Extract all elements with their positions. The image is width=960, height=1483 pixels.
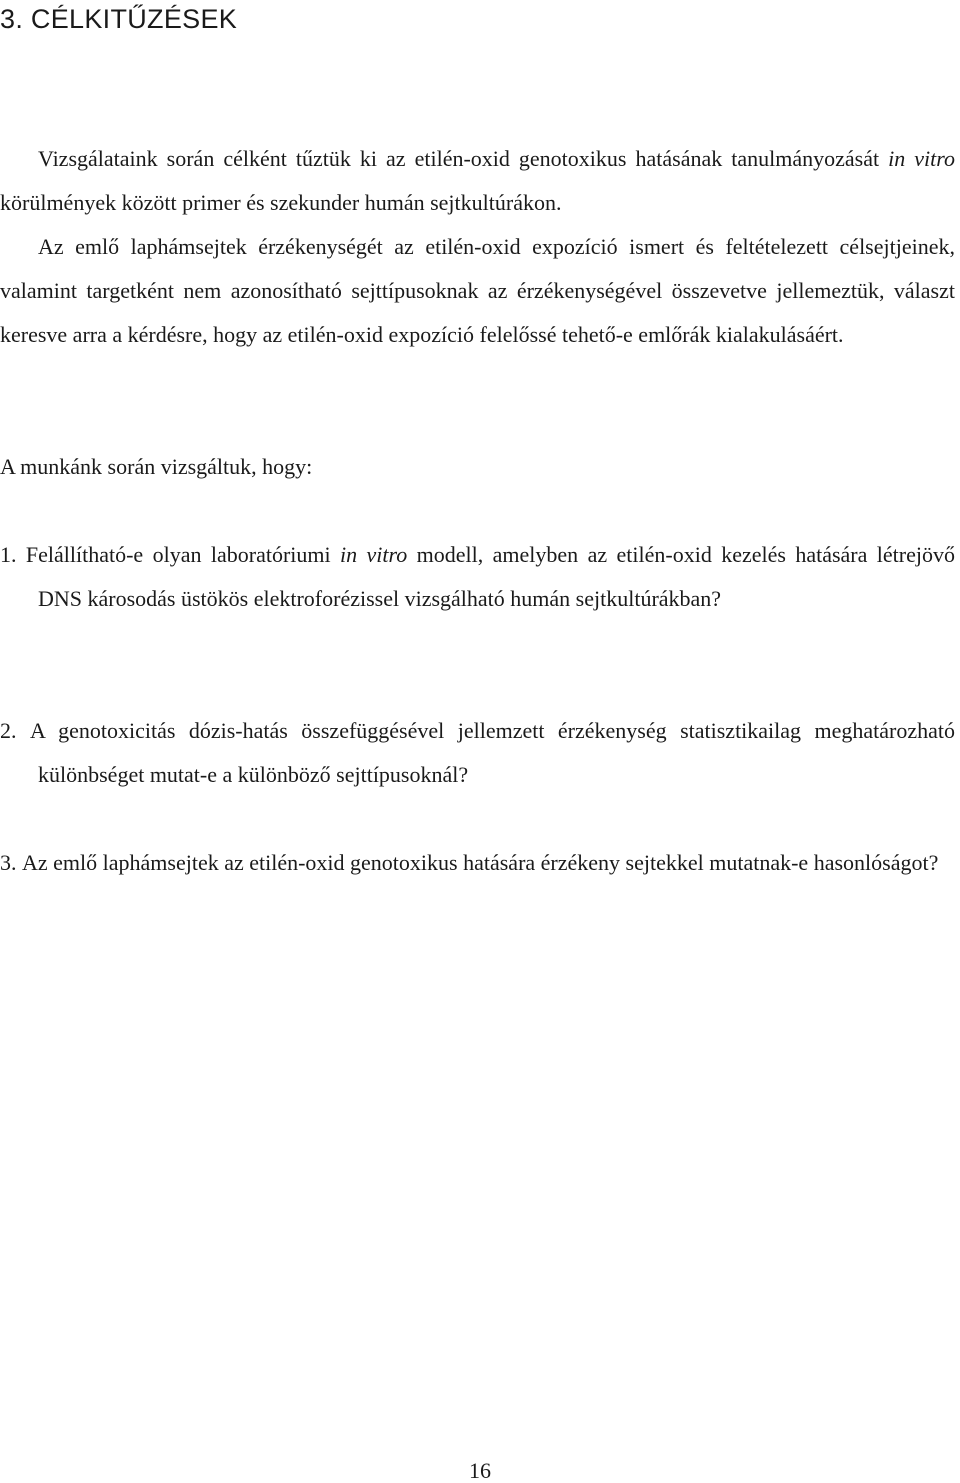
question-italic-term: in vitro [340,542,408,567]
question-item-2 [0,709,955,797]
intro-text-start: Vizsgálataink során célként tűztük ki az etilén-oxid genotoxikus hatásának tanulmányozását [38,146,889,171]
intro-paragraph [0,137,955,225]
aim-paragraph: Az emlő laphámsejtek érzékenységét az etilén-oxid expozíció ismert és feltételezett célsejtjeinek, valamint targetként nem azonosítható sejttípusoknak az érzékenységével összevetve jellemeztük, választ keresve arra a kérdésre, hogy az etilén-oxid expozíció felelőssé tehető-e emlőrák kialakulásáért. [0,234,955,347]
question-text-end: modell, amelyben az etilén-oxid kezelés hatására létrejövő DNS károsodás üstökös elektroforézissel vizsgálható humán sejtkultúrákban? [38,542,955,611]
question-text: A genotoxicitás dózis-hatás összefüggésével jellemzett érzékenység statisztikailag meghatározható különbséget mutat-e a különböző sejttípusoknál? [29,718,955,787]
question-number: 2. [0,718,17,743]
intro-text-end: körülmények között primer és szekunder humán sejtkultúrákon. [0,190,562,215]
questions-lead: A munkánk során vizsgáltuk, hogy: [0,454,313,479]
section-heading: 3. CÉLKITŰZÉSEK [0,4,238,34]
question-item-3 [0,841,955,885]
question-text: Az emlő laphámsejtek az etilén-oxid genotoxikus hatására érzékeny sejtekkel mutatnak-e hasonlóságot? [22,850,939,875]
question-number: 1. [0,542,17,567]
question-text-start: Felállítható-e olyan laboratóriumi [25,542,341,567]
question-number: 3. [0,850,17,875]
intro-italic-term: in vitro [888,146,955,171]
question-item-1 [0,533,955,621]
page-number: 16 [469,1458,491,1483]
